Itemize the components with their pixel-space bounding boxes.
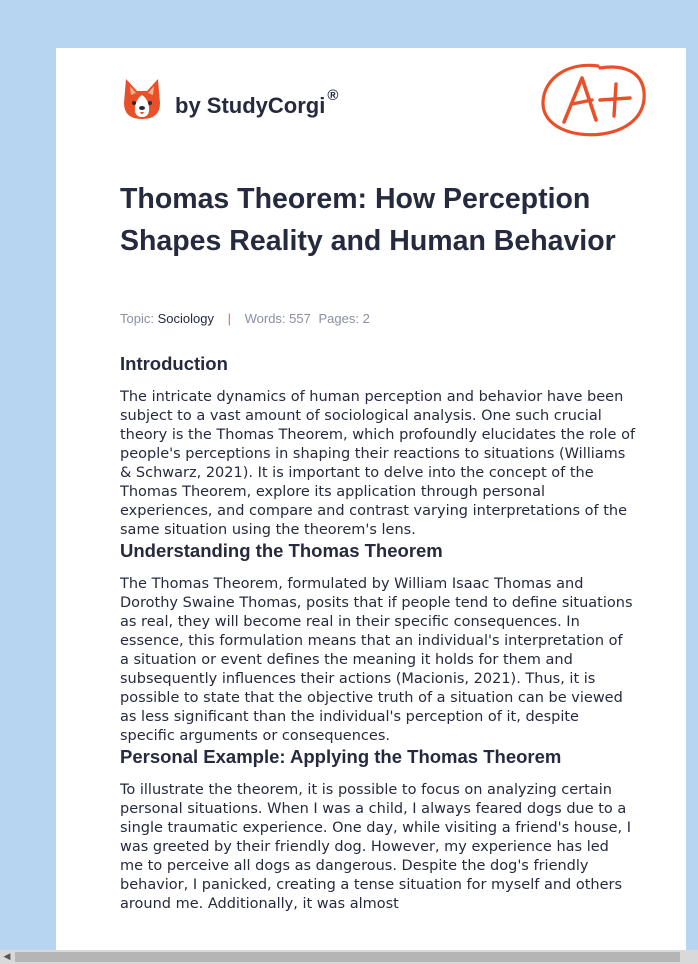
scroll-left-icon[interactable]: ◀ [3, 952, 11, 962]
brand[interactable] [122, 77, 338, 121]
document-page [56, 48, 686, 964]
word-count: Words: 557 [244, 311, 311, 326]
section-paragraph: The intricate dynamics of human perception and behavior have been subject to a vast amount of sociological analysis. One such crucial theory is the Thomas Theorem, which profoundly elucidates the role of people's perceptions in shaping their reactions to situations (Williams & Schwarz, 2021). It is important to delve into the concept of the Thomas Theorem, explore its application through personal experiences, and compare and contrast varying interpretations of the same situation using the theorem's lens. [120, 389, 636, 538]
section-heading: Introduction [120, 353, 228, 374]
section-paragraph: The Thomas Theorem, formulated by William Isaac Thomas and Dorothy Swaine Thomas, posits that if people tend to define situations as real, they will become real in their specific consequences. In essence, this formulation means that an individual's interpretation of a situation or event defines the meaning it holds for them and subsequently influences their actions (Macionis, 2021). Thus, it is possible to state that the objective truth of a situation can be viewed as less significant than the individual's perception of it, despite specific arguments or consequences. [120, 576, 633, 744]
scrollbar-thumb[interactable] [15, 952, 680, 962]
grade-badge [538, 60, 648, 140]
meta-line [120, 311, 370, 326]
registered-mark: ® [327, 87, 339, 104]
page-title: Thomas Theorem: How Perception Shapes Reality and Human Behavior [120, 183, 616, 257]
meta-separator: | [227, 311, 231, 326]
brand-name: by StudyCorgi ® [175, 87, 339, 118]
horizontal-scrollbar[interactable] [0, 950, 698, 964]
corgi-logo-icon [122, 77, 162, 121]
topic-label: Topic: [120, 311, 154, 326]
section-heading: Personal Example: Applying the Thomas Theorem [120, 746, 562, 767]
section-paragraph: To illustrate the theorem, it is possible to focus on analyzing certain personal situations. When I was a child, I always feared dogs due to a single traumatic experience. One day, while visiting a friend's house, I was greeted by their friendly dog. However, my experience has led me to perceive all dogs as dangerous. Despite the dog's friendly behavior, I panicked, creating a tense situation for myself and others around me. Additionally, it was almost [120, 782, 631, 912]
page-count: Pages: 2 [318, 311, 370, 326]
topic-link[interactable]: Sociology [157, 311, 214, 326]
essay-body [120, 353, 636, 914]
section-heading: Understanding the Thomas Theorem [120, 540, 443, 561]
